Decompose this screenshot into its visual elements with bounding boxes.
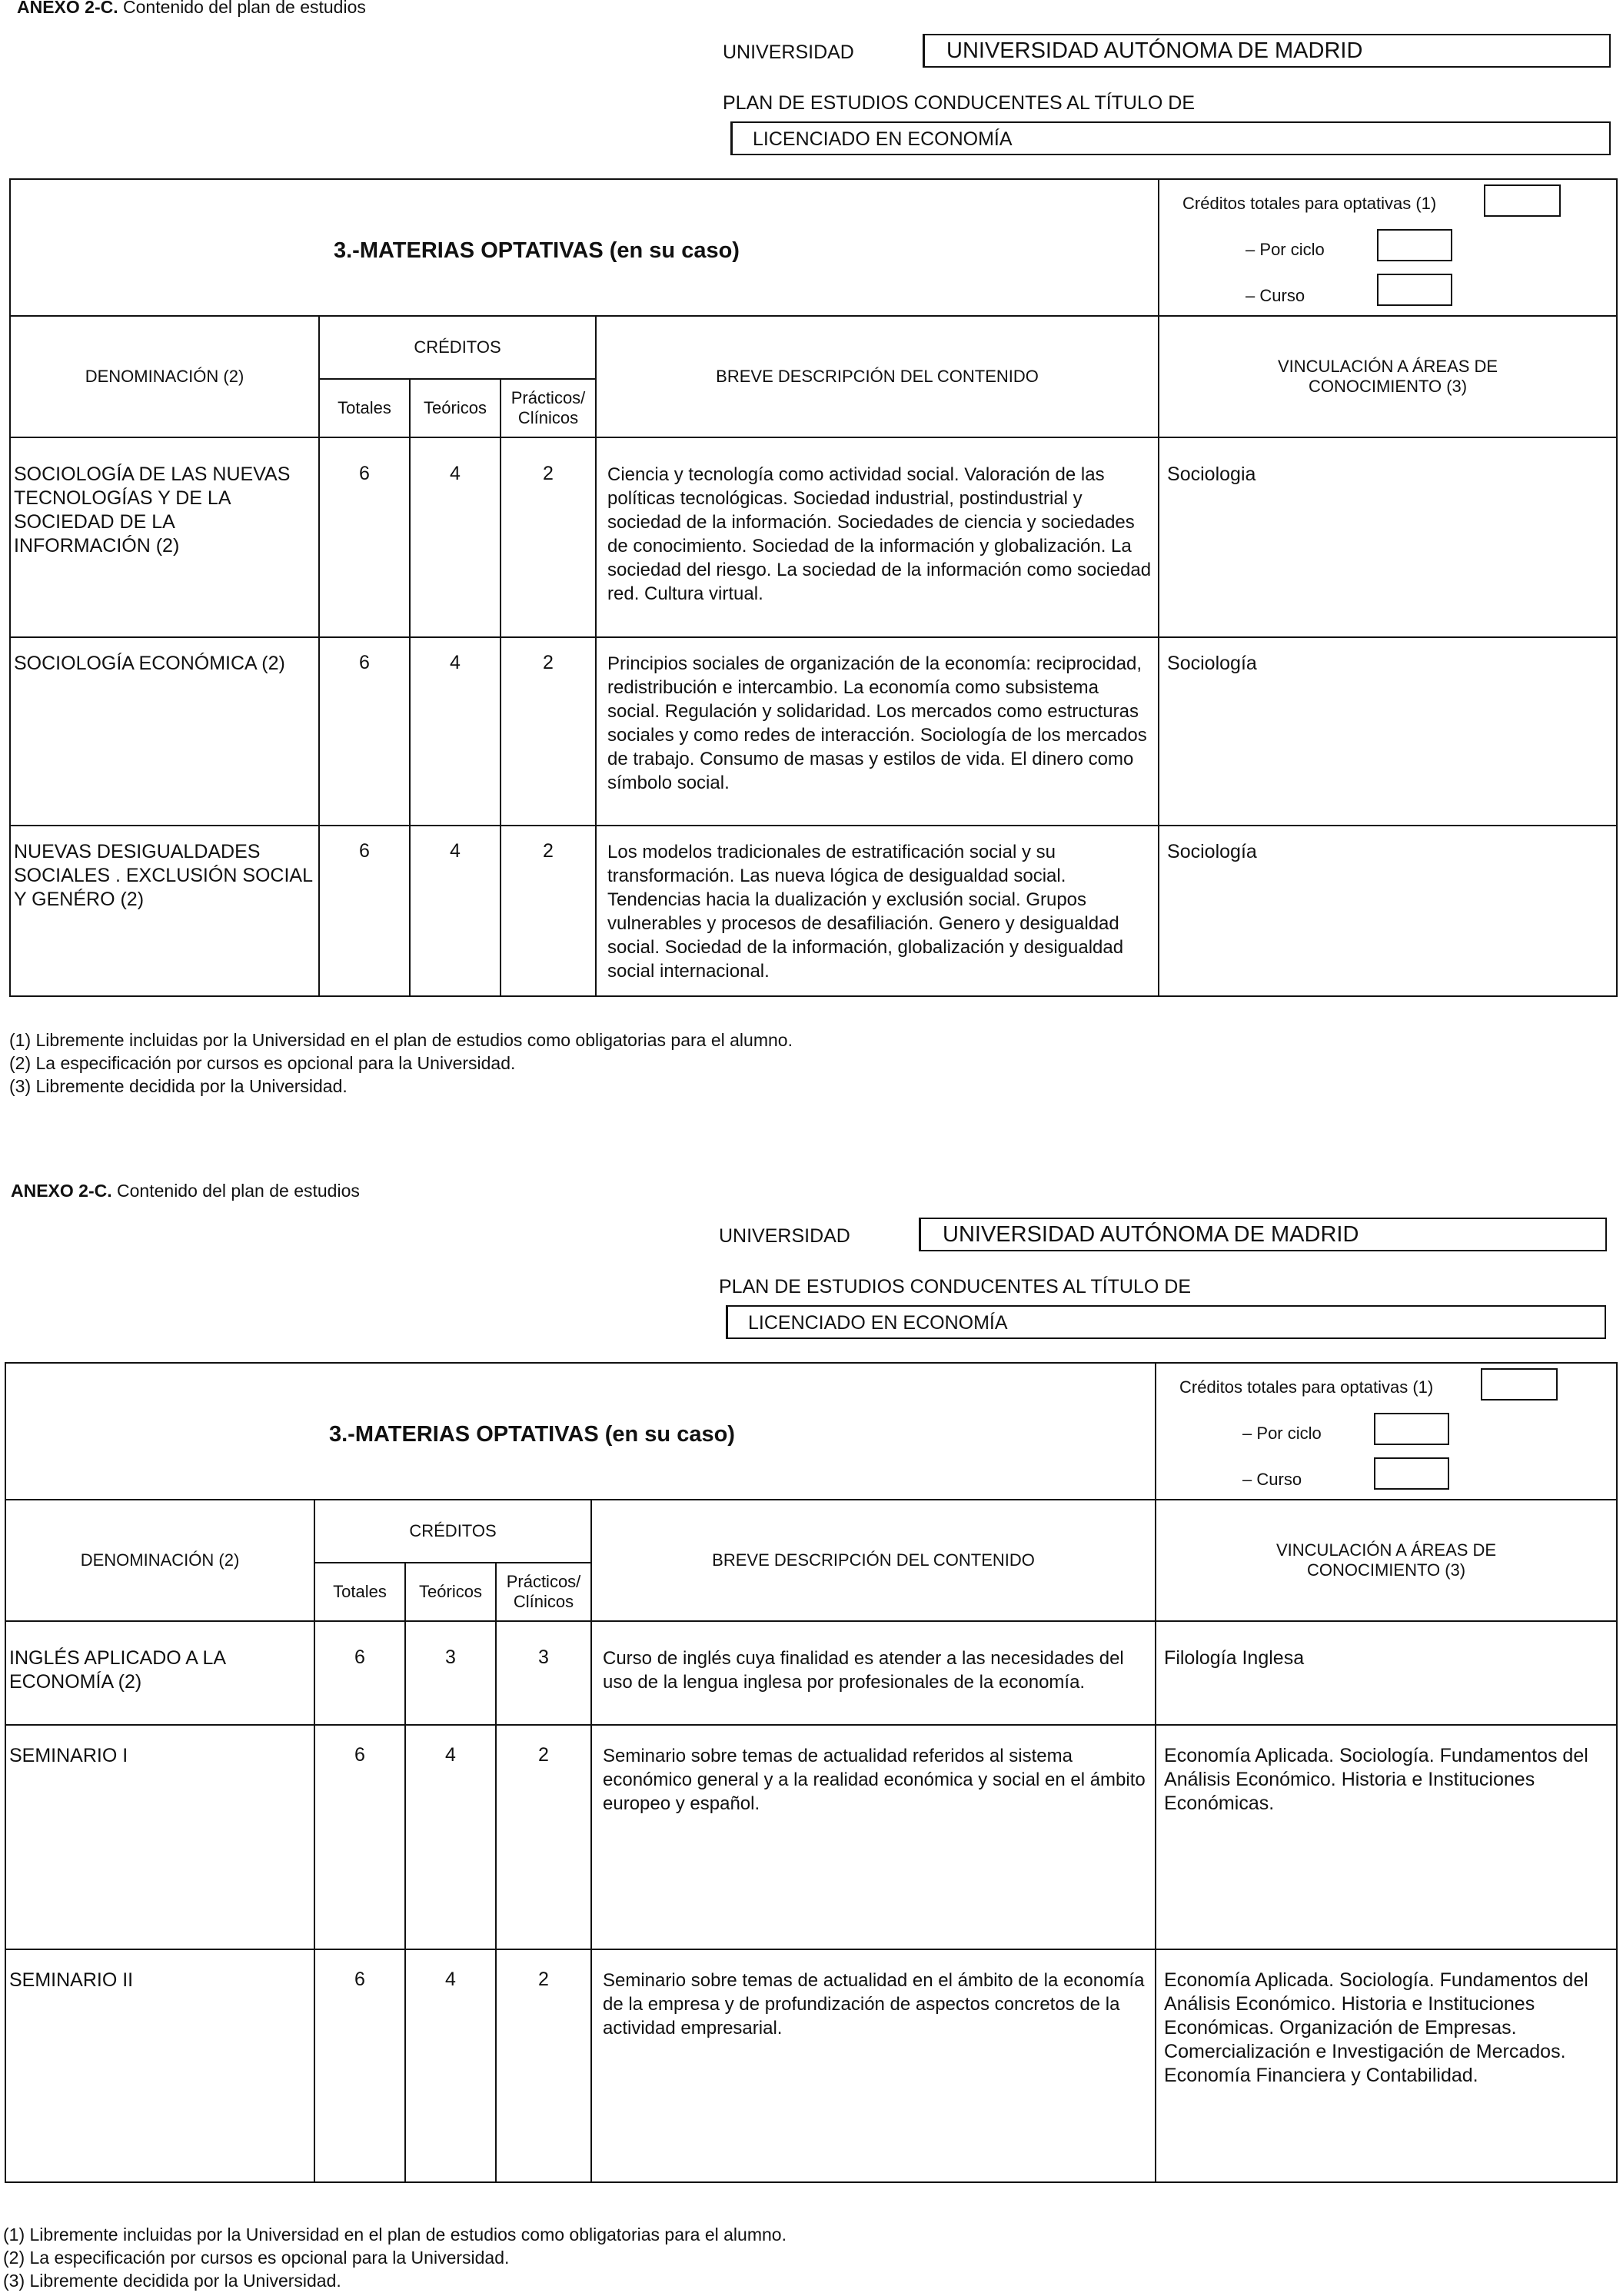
plan-label: PLAN DE ESTUDIOS CONDUCENTES AL TÍTULO DE <box>723 92 1196 114</box>
course-box <box>1377 274 1452 306</box>
credits-theory: 4 <box>450 463 461 484</box>
credits-theory: 4 <box>450 840 461 862</box>
credits-total-box <box>1484 184 1561 217</box>
credits-practice: 2 <box>543 840 554 862</box>
header-descripcion: BREVE DESCRIPCIÓN DEL CONTENIDO <box>591 1500 1156 1621</box>
table-row <box>5 1725 1617 1949</box>
university-label: UNIVERSIDAD <box>719 1225 850 1247</box>
footnotes <box>3 2223 787 2292</box>
subject-name: SEMINARIO I <box>9 1745 128 1766</box>
knowledge-area: Sociología <box>1167 653 1257 674</box>
header-descripcion: BREVE DESCRIPCIÓN DEL CONTENIDO <box>596 316 1159 437</box>
optional-credits-panel <box>1156 1363 1617 1500</box>
credits-total-box <box>1481 1368 1558 1401</box>
credits-practice: 2 <box>538 1744 549 1766</box>
footnote: (1) Libremente incluidas por la Universidad en el plan de estudios como obligatorias para el alumno. <box>3 2225 787 2244</box>
footnote: (2) La especificación por cursos es opcional para la Universidad. <box>9 1053 516 1073</box>
annex-title: ANEXO 2-C. Contenido del plan de estudios <box>17 0 366 17</box>
header-practicos: Prácticos/ Clínicos <box>501 379 596 437</box>
subject-description: Los modelos tradicionales de estratificación social y su transformación. Las nueva lógica de desigualdad social. Tendencias hacia la dualización y exclusión social. Grupos vulnerables y procesos de desafiliación. Genero y desigualdad social. Sociedad de la información, globalización y desigualdad social internacional. <box>607 842 1124 982</box>
table-row <box>10 826 1617 996</box>
header-vinculacion: VINCULACIÓN A ÁREAS DE CONOCIMIENTO (3) <box>1159 316 1617 437</box>
optional-subjects-table <box>9 178 1618 997</box>
header-teoricos: Teóricos <box>405 1563 496 1621</box>
degree-box: LICENCIADO EN ECONOMÍA <box>730 121 1611 155</box>
table-row <box>5 1949 1617 2182</box>
knowledge-area: Economía Aplicada. Sociología. Fundamentos del Análisis Económico. Historia e Instituciones Económicas. <box>1164 1745 1588 1814</box>
table-row <box>10 637 1617 826</box>
footnote: (2) La especificación por cursos es opcional para la Universidad. <box>3 2248 510 2268</box>
subject-name: SEMINARIO II <box>9 1969 134 1991</box>
knowledge-area: Filología Inglesa <box>1164 1647 1305 1669</box>
credits-practice: 2 <box>538 1969 549 1990</box>
header-creditos: CRÉDITOS <box>319 316 596 379</box>
header-denominacion: DENOMINACIÓN (2) <box>10 316 319 437</box>
per-cycle-label: – Por ciclo <box>1246 240 1325 259</box>
university-name-box: UNIVERSIDAD AUTÓNOMA DE MADRID <box>923 34 1611 68</box>
knowledge-area: Sociologia <box>1167 464 1256 485</box>
credits-theory: 4 <box>445 1744 456 1766</box>
optional-subjects-table <box>5 1362 1618 2183</box>
credits-total: 6 <box>359 463 370 484</box>
footnote: (3) Libremente decidida por la Universidad. <box>3 2271 341 2291</box>
header-totales: Totales <box>314 1563 405 1621</box>
subject-description: Seminario sobre temas de actualidad referidos al sistema económico general y a la realidad económica y social en el ámbito europeo y español. <box>603 1746 1146 1814</box>
subject-name: SOCIOLOGÍA ECONÓMICA (2) <box>14 653 285 674</box>
footnote: (1) Libremente incluidas por la Universidad en el plan de estudios como obligatorias para el alumno. <box>9 1030 793 1050</box>
subject-description: Ciencia y tecnología como actividad social. Valoración de las políticas tecnológicas. Sociedad industrial, postindustrial y sociedad de la información. Sociedades de ciencia y sociedades de conocimiento. Sociedad de la información y globalización. La sociedad del riesgo. La sociedad de la información como sociedad red. Cultura virtual. <box>607 464 1152 604</box>
university-name-box: UNIVERSIDAD AUTÓNOMA DE MADRID <box>919 1218 1607 1251</box>
credits-total: 6 <box>354 1969 365 1990</box>
header-creditos: CRÉDITOS <box>314 1500 591 1563</box>
header-denominacion: DENOMINACIÓN (2) <box>5 1500 314 1621</box>
course-label: – Curso <box>1242 1470 1302 1489</box>
credits-total: 6 <box>354 1646 365 1668</box>
degree-box: LICENCIADO EN ECONOMÍA <box>726 1305 1606 1339</box>
section-title-cell <box>5 1363 1156 1500</box>
footnotes <box>9 1028 793 1098</box>
credits-theory: 4 <box>445 1969 456 1990</box>
plan-label: PLAN DE ESTUDIOS CONDUCENTES AL TÍTULO DE <box>719 1276 1192 1298</box>
university-label: UNIVERSIDAD <box>723 42 854 63</box>
subject-description: Seminario sobre temas de actualidad en el ámbito de la economía de la empresa y de profundización de aspectos concretos de la actividad empresarial. <box>603 1970 1145 2038</box>
subject-name: SOCIOLOGÍA DE LAS NUEVAS TECNOLOGÍAS Y DE LA SOCIEDAD DE LA INFORMACIÓN (2) <box>14 464 291 557</box>
table-row <box>5 1621 1617 1725</box>
credits-total-label: Créditos totales para optativas (1) <box>1179 1377 1434 1397</box>
credits-practice: 2 <box>543 463 554 484</box>
subject-name: NUEVAS DESIGUALDADES SOCIALES . EXCLUSIÓN SOCIAL Y GENÉRO (2) <box>14 841 313 910</box>
credits-practice: 3 <box>538 1646 549 1668</box>
table-row <box>10 437 1617 637</box>
knowledge-area: Economía Aplicada. Sociología. Fundamentos del Análisis Económico. Historia e Instituciones Económicas. Organización de Empresas. Comercialización e Investigación de Mercados. Economía Financiera y Contabilidad. <box>1164 1969 1588 2086</box>
credits-theory: 4 <box>450 652 461 673</box>
header-vinculacion: VINCULACIÓN A ÁREAS DE CONOCIMIENTO (3) <box>1156 1500 1617 1621</box>
credits-practice: 2 <box>543 652 554 673</box>
header-practicos: Prácticos/ Clínicos <box>496 1563 591 1621</box>
per-cycle-label: – Por ciclo <box>1242 1424 1322 1443</box>
section-title-cell <box>10 179 1159 316</box>
credits-total: 6 <box>359 840 370 862</box>
annex-title: ANEXO 2-C. Contenido del plan de estudios <box>11 1181 360 1201</box>
credits-total: 6 <box>359 652 370 673</box>
course-box <box>1374 1457 1449 1490</box>
credits-total: 6 <box>354 1744 365 1766</box>
course-label: – Curso <box>1246 286 1305 305</box>
credits-theory: 3 <box>445 1646 456 1668</box>
subject-description: Curso de inglés cuya finalidad es atender a las necesidades del uso de la lengua inglesa por profesionales de la economía. <box>603 1648 1124 1693</box>
per-cycle-box <box>1377 229 1452 261</box>
section-title: 3.-MATERIAS OPTATIVAS (en su caso) <box>334 238 740 263</box>
per-cycle-box <box>1374 1413 1449 1445</box>
header-totales: Totales <box>319 379 410 437</box>
optional-credits-panel <box>1159 179 1617 316</box>
knowledge-area: Sociología <box>1167 841 1257 862</box>
subject-name: INGLÉS APLICADO A LA ECONOMÍA (2) <box>9 1647 225 1693</box>
credits-total-label: Créditos totales para optativas (1) <box>1182 194 1437 213</box>
header-teoricos: Teóricos <box>410 379 501 437</box>
subject-description: Principios sociales de organización de la economía: reciprocidad, redistribución e intercambio. La economía como subsistema social. Regulación y solidaridad. Los mercados como estructuras sociales y como redes de interacción. Sociología de los mercados de trabajo. Consumo de masas y estilos de vida. El dinero como símbolo social. <box>607 653 1147 793</box>
section-title: 3.-MATERIAS OPTATIVAS (en su caso) <box>329 1422 735 1447</box>
footnote: (3) Libremente decidida por la Universidad. <box>9 1076 348 1096</box>
